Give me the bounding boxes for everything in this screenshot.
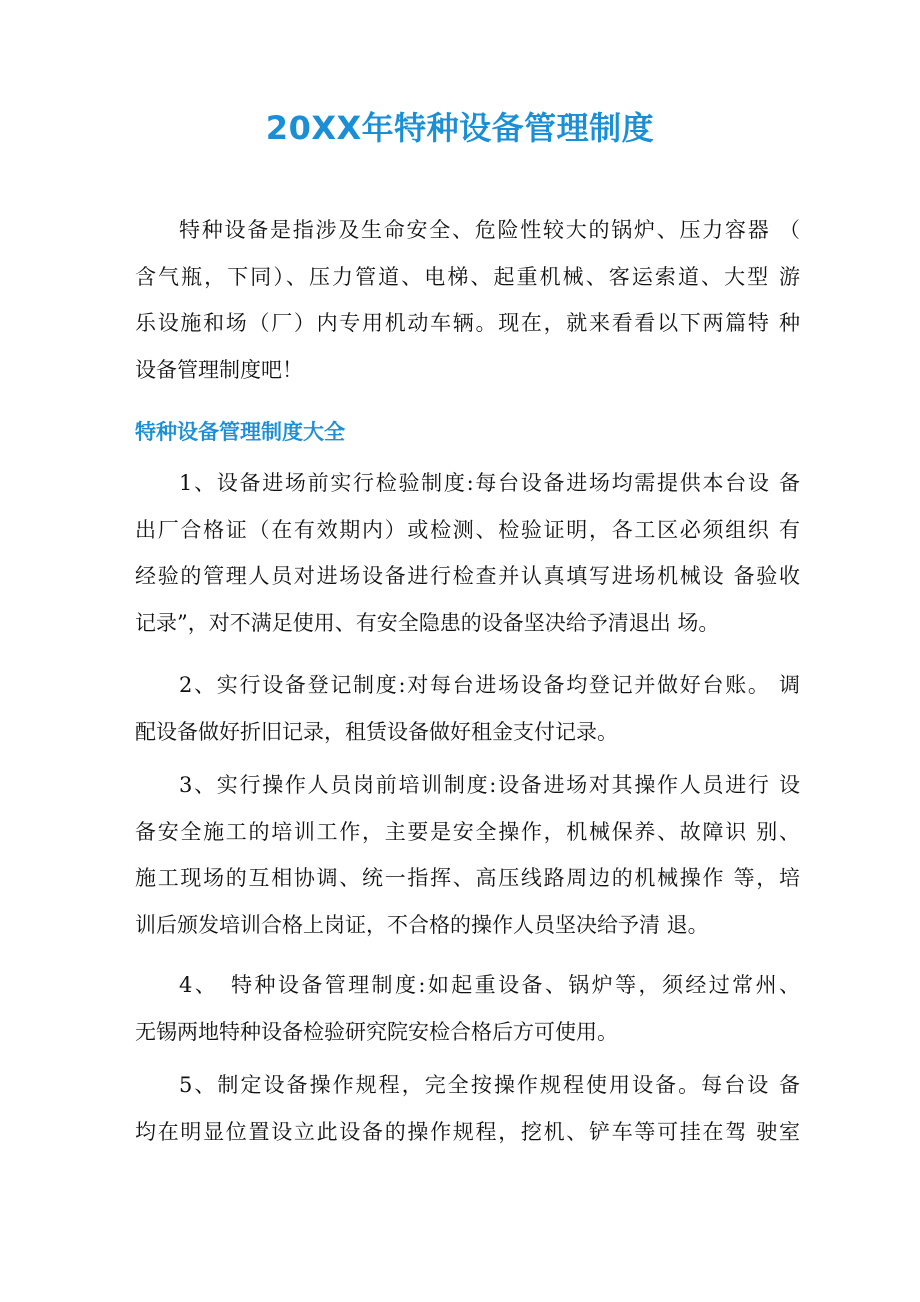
intro-line: 设备管理制度吧！ [135, 357, 303, 382]
item-line: 施工现场的互相协调、统一指挥、高压线路周边的机械操作 等，培 [135, 866, 800, 890]
item-line: 出厂合格证（在有效期内）或检测、检验证明，各工区必须组织 有 [135, 517, 800, 542]
item-line: 经验的管理人员对进场设备进行检查并认真填写进场机械设 备验收 [135, 564, 800, 588]
item-line: 训后颁发培训合格上岗证，不合格的操作人员坚决给予清 退。 [135, 912, 709, 937]
item-line: 4、 特种设备管理制度:如起重设备、锅炉等，须经过常州、 [179, 973, 800, 997]
list-item [135, 460, 800, 646]
section-heading: 特种设备管理制度大全 [135, 420, 345, 444]
intro-line: 特种设备是指涉及生命安全、危险性较大的锅炉、压力容器 （ [179, 218, 800, 242]
intro-paragraph [135, 207, 800, 393]
list-item [135, 962, 800, 1055]
item-line: 均在明显位置设立此设备的操作规程，挖机、铲车等可挂在驾 驶室 [135, 1119, 800, 1144]
item-line: 1、设备进场前实行检验制度:每台设备进场均需提供本台设 备 [179, 471, 800, 495]
item-line: 备安全施工的培训工作，主要是安全操作，机械保养、故障识 别、 [135, 819, 800, 844]
intro-line: 乐设施和场（厂）内专用机动车辆。现在，就来看看以下两篇特 种 [135, 311, 800, 335]
item-line: 5、制定设备操作规程，完全按操作规程使用设备。每台设 备 [179, 1073, 800, 1097]
list-item [135, 1062, 800, 1155]
list-item [135, 762, 800, 948]
item-line: 3、实行操作人员岗前培训制度:设备进场对其操作人员进行 设 [179, 773, 800, 797]
document-title: 20XX年特种设备管理制度 [265, 109, 655, 147]
item-line: 无锡两地特种设备检验研究院安检合格后方可使用。 [135, 1019, 618, 1044]
intro-line: 含气瓶，下同）、压力管道、电梯、起重机械、客运索道、大型 游 [135, 264, 800, 289]
item-line: 2、实行设备登记制度:对每台进场设备均登记并做好台账。 调 [179, 673, 800, 697]
item-line: 配设备做好折旧记录，租赁设备做好租金支付记录。 [135, 719, 618, 744]
list-item [135, 662, 800, 755]
item-line: 记录”，对不满足使用、有安全隐患的设备坚决给予清退出 场。 [135, 610, 720, 635]
